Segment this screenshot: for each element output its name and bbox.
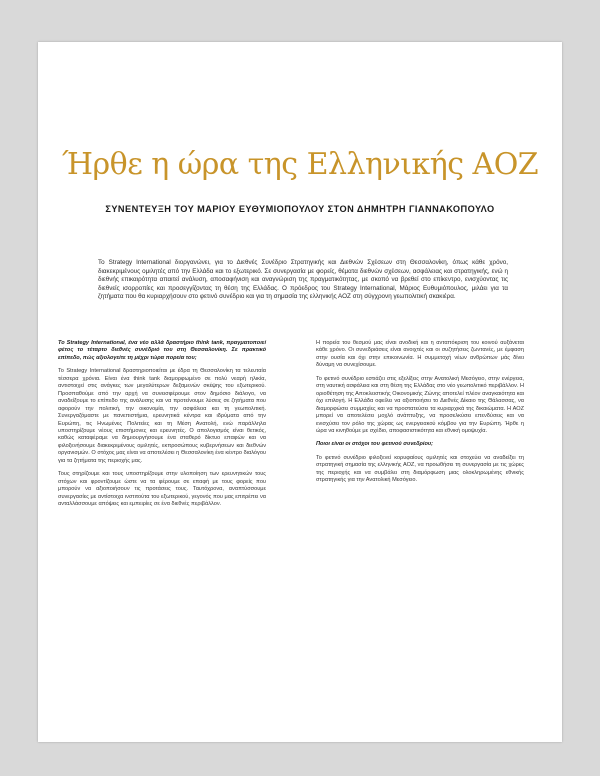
magazine-page [38, 42, 562, 742]
left-column [58, 340, 266, 515]
article-intro: Το Strategy International διοργανώνει, για το Διεθνές Συνέδριο Στρατηγικής και Διεθνών Σχέσεων στη Θεσσαλονίκη, όπως κάθε χρόνο, διακεκριμένους ομιλητές από την Ελλάδα και το εξωτερικό. Σε συνεργασία με φορείς, θέματα διεθνών σχέσεων, ασφάλειας και στρατηγικής, ενώ η διεθνής επικαιρότητα απαιτεί ανάλυση, αποσαφήνιση και αναγνώριση της πραγματικότητας, με σκοπό να βρεθεί στο επίκεντρο, ενισχύοντας τις διεθνείς ισορροπίες και προσεγγίζοντας τη θέση της Ελλάδας. Ο πρόεδρος του Strategy International, Μάριος Ευθυμιόπουλος, μιλάει για τα ζητήματα που θα κυριαρχήσουν στο φετινό συνέδριο και για τη σημασία της ελληνικής ΑΟΖ στη σύγχρονη γεωπολιτική σκακιέρα. [98, 259, 508, 301]
article-title: Ήρθε η ώρα της Ελληνικής ΑΟΖ [61, 147, 539, 182]
article-subtitle: ΣΥΝΕΝΤΕΥΞΗ ΤΟΥ ΜΑΡΙΟΥ ΕΥΘΥΜΙΟΠΟΥΛΟΥ ΣΤΟΝ ΔΗΜΗΤΡΗ ΓΙΑΝΝΑΚΟΠΟΥΛΟ [105, 204, 495, 214]
answer-paragraph: Τους στηρίζουμε και τους υποστηρίζουμε στην υλοποίηση των ερευνητικών τους στόχων και φροντίζουμε ώστε να τα φέρουμε σε επαφή με τους φορείς που μπορούν να αξιοποιήσουν τις προτάσεις τους. Ταυτόχρονα, αναπτύσσουμε συνεργασίες με αντίστοιχα ινστιτούτα του εξωτερικού, γεγονός που μας επιτρέπει να ανταλλάσσουμε απόψεις και εμπειρίες σε ένα διεθνές περιβάλλον. [58, 471, 266, 508]
question-paragraph: Ποιοι είναι οι στόχοι του φετινού συνεδρίου; [316, 441, 434, 448]
answer-paragraph: Το φετινό συνέδριο φιλοξενεί κορυφαίους ομιλητές και στοχεύει να αναδείξει τη στρατηγική σημασία της ελληνικής ΑΟΖ, να προωθήσει τη συνεργασία με τις χώρες της περιοχής και να συμβάλει στη διαμόρφωση μιας ολοκληρωμένης εθνικής στρατηγικής για την Ανατολική Μεσόγειο. [316, 454, 524, 484]
answer-paragraph: Η πορεία του θεσμού μας είναι ανοδική και η ανταπόκριση του κοινού αυξάνεται κάθε χρόνο. Οι συνεδριάσεις είναι ανοιχτές και οι συζητήσεις ζωντανές, με έμφαση στην ουσία και όχι στην επικοινωνία. Η συμμετοχή νέων ανθρώπων μάς δίνει δύναμη να συνεχίσουμε. [316, 340, 524, 369]
answer-paragraph: Το Strategy International δραστηριοποιείται με έδρα τη Θεσσαλονίκη τα τελευταία τέσσερα χρόνια. Είναι ένα think tank διαμορφωμένο σε πολύ νεαρή ηλικία, αντιστοιχεί στις ανάγκες των μεγαλύτερων δεξαμενών σκέψης του εξωτερικού. Προσπαθούμε από την αρχή να συνεισφέρουμε στον δημόσιο διάλογο, να αναδείξουμε το επίπεδο της ανάλυσης και να προτείνουμε λύσεις σε ζητήματα που αφορούν την πολιτική, την οικονομία, την ασφάλεια και τη γεωπολιτική. Συνεργαζόμαστε με πανεπιστήμια, ερευνητικά κέντρα και ιδρύματα από την Ευρώπη, τις Ηνωμένες Πολιτείες και τη Μέση Ανατολή, ενώ παράλληλα υποστηρίζουμε νέους επιστήμονες και ερευνητές. Ο απολογισμός είναι θετικός, καθώς καταφέραμε να δημιουργήσουμε ένα σταθερό δίκτυο επαφών και να φιλοξενήσουμε διακεκριμένους ομιλητές, εκπροσώπους κυβερνήσεων και διεθνών οργανισμών. Ο στόχος μας είναι να αποτελέσει η Θεσσαλονίκη ένα κέντρο διαλόγου για τα ζητήματα της περιοχής μας. [58, 368, 266, 464]
right-column [316, 340, 524, 491]
question-paragraph: Το Strategy International, ένα νέο αλλά δραστήριο think tank, πραγματοποιεί φέτος το τέταρτο διεθνές συνέδριό του στη Θεσσαλονίκη. Σε πρακτικό επίπεδο, πώς αξιολογείτε τη μέχρι τώρα πορεία του; [58, 340, 266, 361]
answer-paragraph: Το φετινό συνέδριο εστιάζει στις εξελίξεις στην Ανατολική Μεσόγειο, στην ενέργεια, στη ναυτική ασφάλεια και στη θέση της Ελλάδας στο νέο γεωπολιτικό περιβάλλον. Η οριοθέτηση της Αποκλειστικής Οικονομικής Ζώνης αποτελεί πλέον αναγκαιότητα και όχι επιλογή. Η Ελλάδα οφείλει να αξιοποιήσει το Διεθνές Δίκαιο της Θάλασσας, να διαμορφώσει συμμαχίες και να προστατεύσει τα κυριαρχικά της δικαιώματα. Η ΑΟΖ μπορεί να αποτελέσει μοχλό ανάπτυξης, να προσελκύσει επενδύσεις και να ενισχύσει τον ρόλο της χώρας ως ενεργειακού κόμβου για την Ευρώπη. Ήρθε η ώρα να κινηθούμε με σχέδιο, αποφασιστικότητα και εθνική ομοψυχία. [316, 375, 524, 434]
